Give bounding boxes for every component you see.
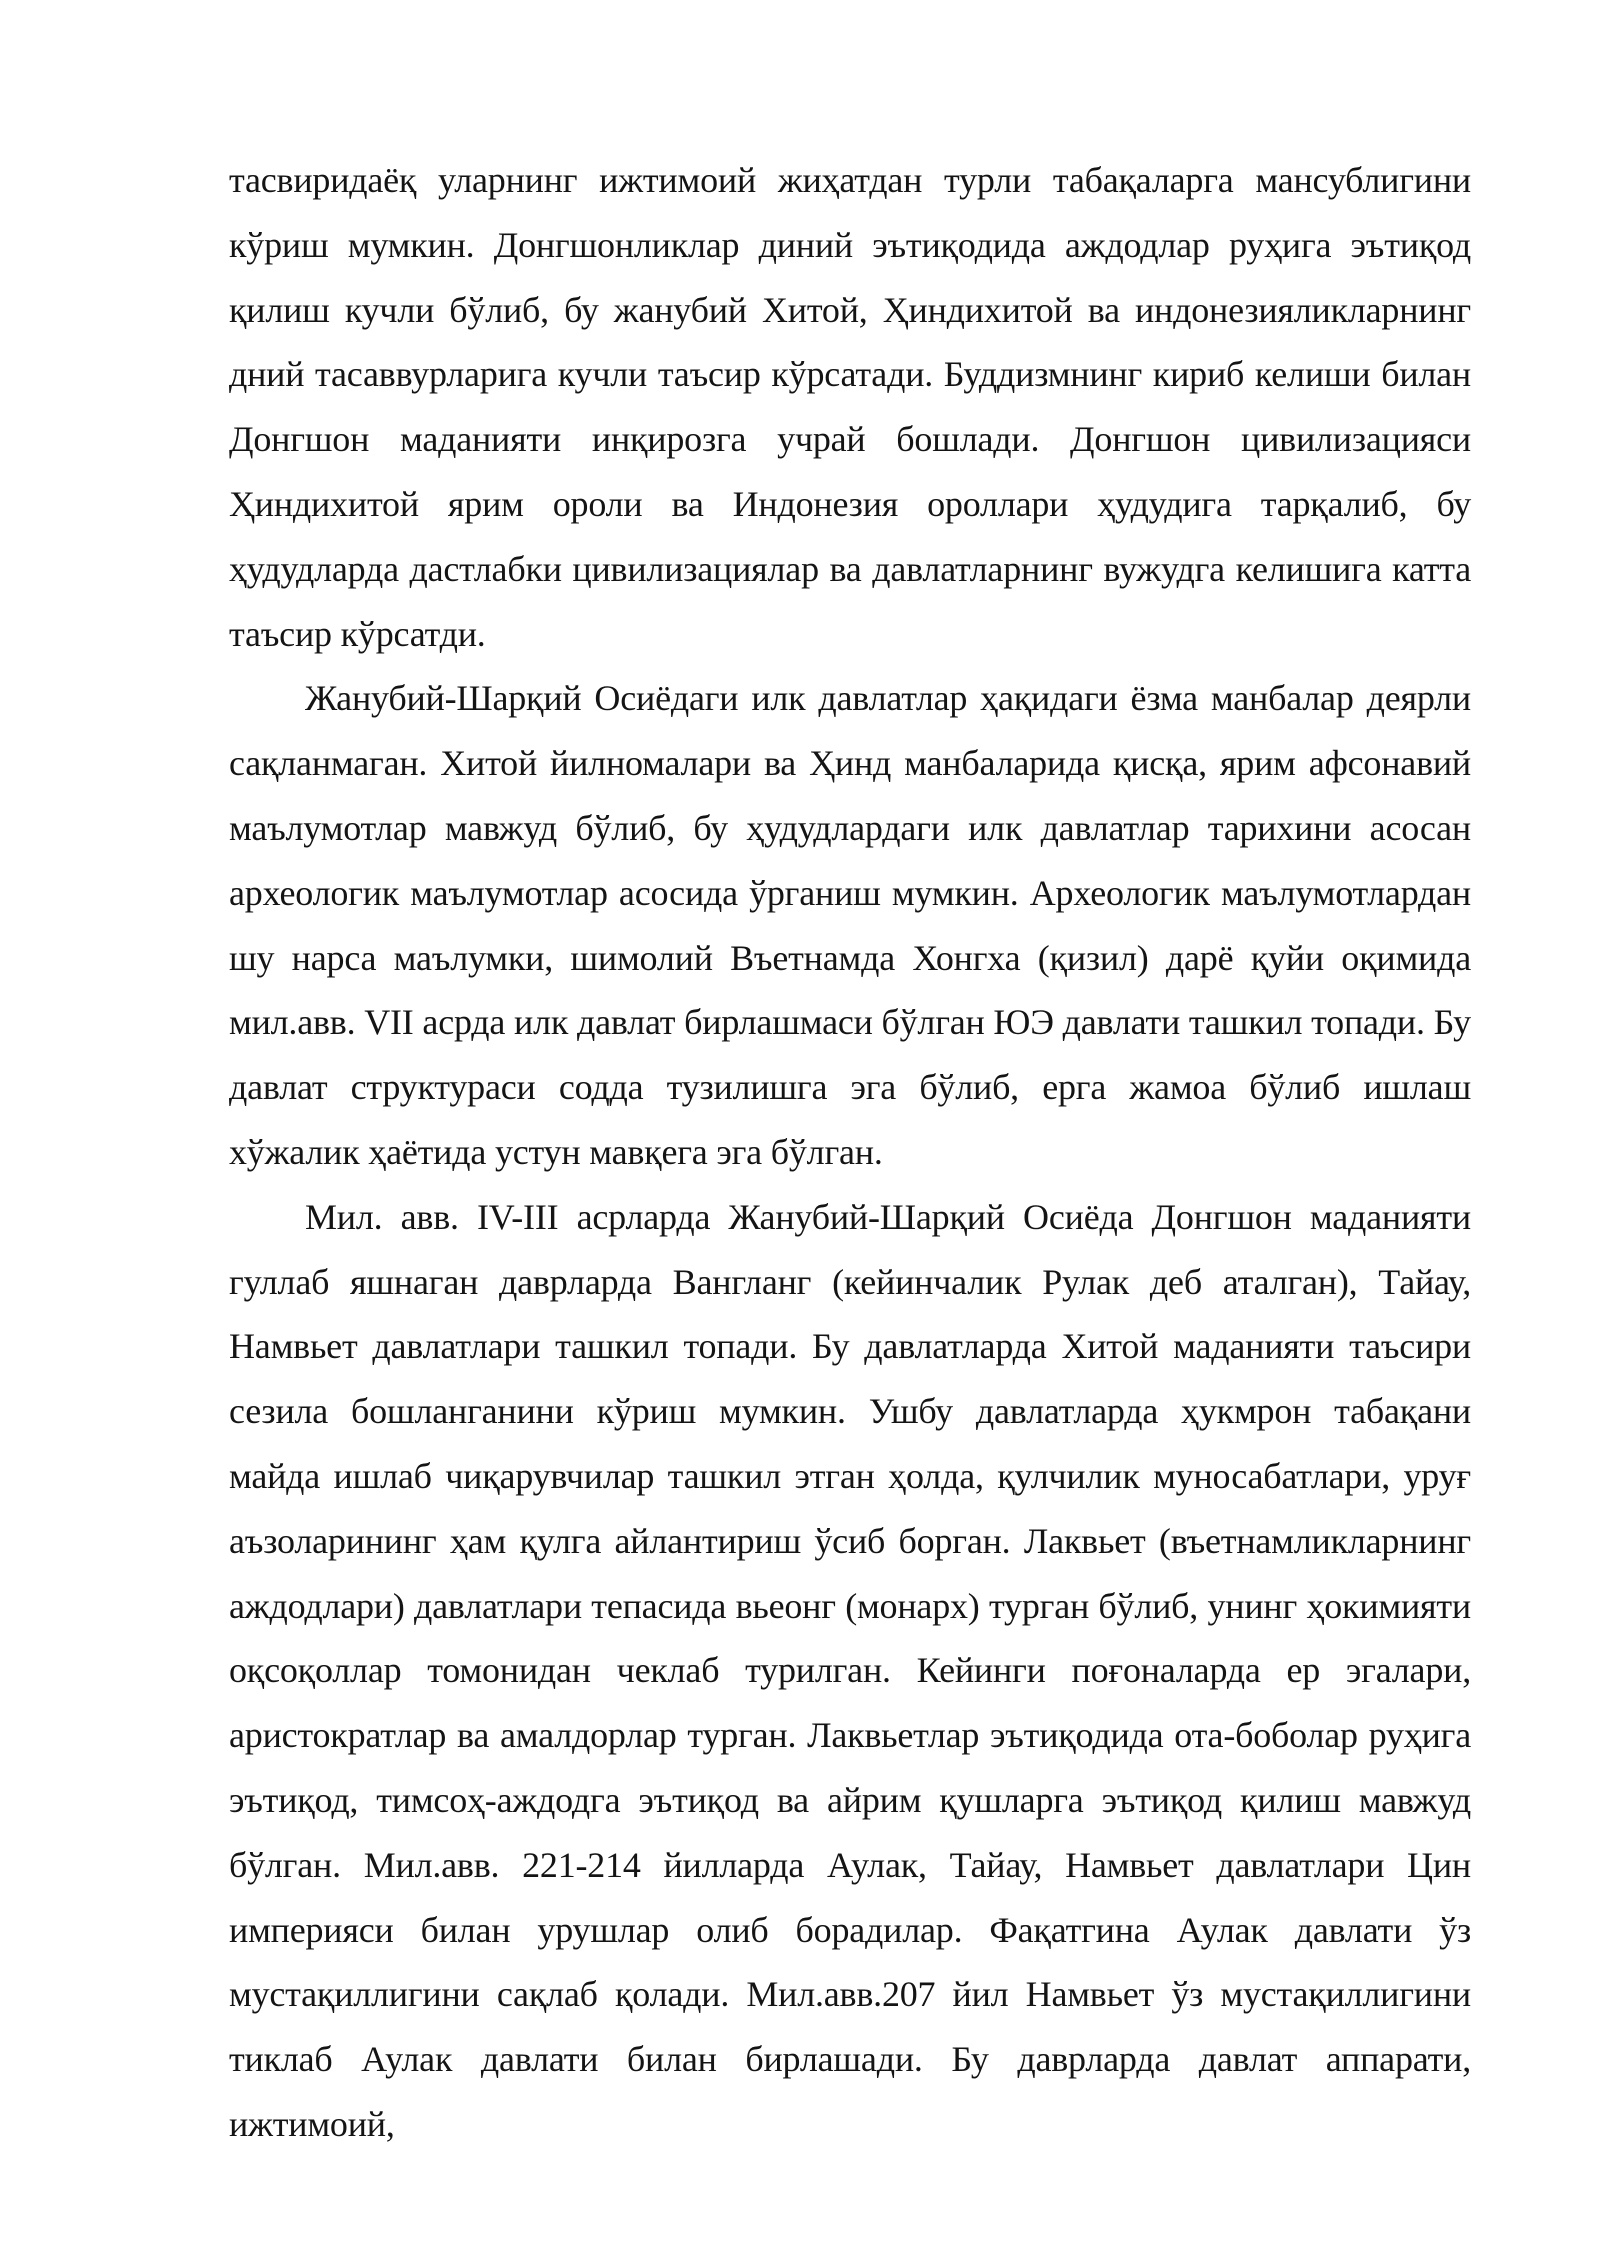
document-page bbox=[229, 148, 1471, 2144]
paragraph-continuation: тасвиридаёқ уларнинг ижтимоий жиҳатдан турли табақаларга мансублигини кўриш мумкин. Донгшонликлар диний эътиқодида аждодлар руҳига эътиқод қилиш кучли бўлиб, бу жанубий Хитой, Ҳиндихитой ва индонезияликларнинг дний тасаввурларига кучли таъсир кўрсатади. Буддизмнинг кириб келиши билан Донгшон маданияти инқирозга учрай бошлади. Донгшон цивилизацияси Ҳиндихитой ярим ороли ва Индонезия ороллари ҳудудига тарқалиб, бу ҳудудларда дастлабки цивилизациялар ва давлатларнинг вужудга келишига катта таъсир кўрсатди. bbox=[229, 160, 1471, 654]
paragraph-dongson-states: Мил. авв. IV-III асрларда Жанубий-Шарқий Осиёда Донгшон маданияти гуллаб яшнаган даврларда Вангланг (кейинчалик Рулак деб аталган), Тайау, Намвьет давлатлари ташкил топади. Бу давлатларда Хитой маданияти таъсири сезила бошланганини кўриш мумкин. Ушбу давлатларда ҳукмрон табақани майда ишлаб чиқарувчилар ташкил этган ҳолда, қулчилик муносабатлари, уруғ аъзоларининг ҳам қулга айлантириш ўсиб борган. Лаквьет (въетнамликларнинг аждодлари) давлатлари тепасида вьеонг (монарх) турган бўлиб, унинг ҳокимияти оқсоқоллар томонидан чеклаб турилган. Кейинги поғоналарда ер эгалари, аристократлар ва амалдорлар турган. Лаквьетлар эътиқодида ота-боболар руҳига эътиқод, тимсоҳ-аждодга эътиқод ва айрим қушларга эътиқод қилиш мавжуд бўлган. Мил.авв. 221-214 йилларда Аулак, Тайау, Намвьет давлатлари Цин империяси билан урушлар олиб борадилар. Фақатгина Аулак давлати ўз мустақиллигини сақлаб қолади. Мил.авв.207 йил Намвьет ўз мустақиллигини тиклаб Аулак давлати билан бирлашади. Бу даврларда давлат аппарати, ижтимоий, bbox=[229, 1196, 1471, 2144]
paragraph-early-states: Жанубий-Шарқий Осиёдаги илк давлатлар ҳақидаги ёзма манбалар деярли сақланмаган. Хитой йилномалари ва Ҳинд манбаларида қисқа, ярим афсонавий маълумотлар мавжуд бўлиб, бу ҳудудлардаги илк давлатлар тарихини асосан археологик маълумотлар асосида ўрганиш мумкин. Археологик маълумотлардан шу нарса маълумки, шимолий Въетнамда Хонгха (қизил) дарё қуйи оқимида мил.авв. VII асрда илк давлат бирлашмаси бўлган ЮЭ давлати ташкил топади. Бу давлат структураси содда тузилишга эга бўлиб, ерга жамоа бўлиб ишлаш хўжалик ҳаётида устун мавқега эга бўлган. bbox=[229, 678, 1471, 1172]
